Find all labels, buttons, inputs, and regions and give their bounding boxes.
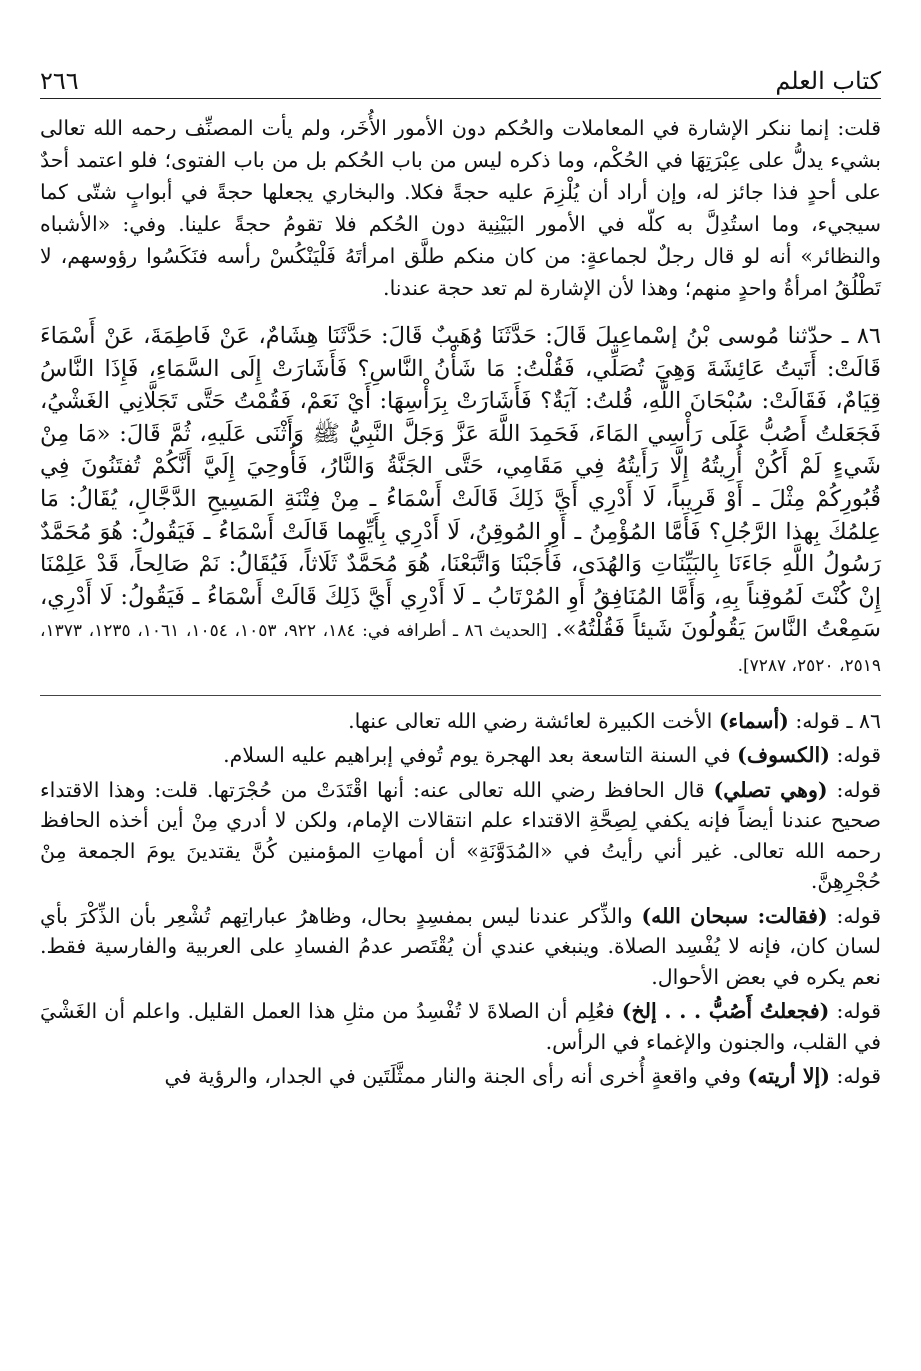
note-term: (فجعلتُ أَصُبُّ . . . إلخ) <box>621 999 830 1024</box>
hadith-paragraph <box>40 320 881 683</box>
hadith-reference: [الحديث ٨٦ ـ أطرافه في: ١٨٤، ٩٢٢، ١٠٥٣، ١٠٥٤، ١٠٦١، ١٢٣٥، ١٣٧٣، ٢٥١٩، ٢٥٢٠، ٧٢٨٧]. <box>40 621 881 676</box>
note-term: (وهي تصلي) <box>713 777 828 802</box>
note-prefix: قوله: <box>829 743 881 768</box>
note-term: (إلا أريته) <box>747 1064 830 1089</box>
note-paragraph <box>40 901 881 993</box>
page-body <box>40 112 881 1092</box>
note-prefix: قوله: <box>829 999 881 1024</box>
note-prefix: قوله: <box>829 1064 881 1089</box>
divider <box>40 695 881 696</box>
page-header <box>40 64 881 99</box>
note-text: والذِّكر عندنا ليس بمفسِدٍ بحال، وظاهرُ عباراتِهم تُشْعِر بأن الذِّكْرَ بأي لسان كان، فإنه لا يُفْسِد الصلاة. وينبغي عندي أن يُقْتَصر عدمُ الفسادِ على العربية والفارسية فقط. نعم يكره في بعض الأحوال. <box>40 903 881 989</box>
note-term: (فقالت: سبحان الله) <box>641 903 828 928</box>
note-prefix: قوله: <box>827 903 881 928</box>
note-text: فعُلِم أن الصلاةَ لا تُفْسِدُ من مثلِ هذا العمل القليل. واعلم أن الغَشْيَ في القلب، والجنون والإغماء في الرأس. <box>40 999 881 1054</box>
note-term: (الكسوف) <box>737 743 830 768</box>
note-prefix: قوله: <box>827 777 881 802</box>
note-text: قال الحافظ رضي الله تعالى عنه: أنها اقْتَدَتْ من حُجْرَتها. قلت: وهذا الاقتداء صحيح عندنا أيضاً فإنه يكفي لِصِحَّةِ الاقتداء علم انتقالات الإمام، ولكن لا أدري مِنْ أين أخذه الحافظ رحمه الله تعالى. غير أني رأيتُ في «المُدَوَّنَةِ» أن أمهاتِ المؤمنين كُنَّ يقتدينَ يومَ الجمعة مِنْ حُجْرِهِنَّ. <box>40 777 881 894</box>
note-paragraph <box>40 706 881 737</box>
note-paragraph <box>40 996 881 1057</box>
page-number: ٢٦٦ <box>40 67 79 95</box>
intro-paragraph: قلت: إنما ننكر الإشارة في المعاملات والحُكم دون الأمور الأُخَر، ولم يأت المصنِّف رحمه الله تعالى بشيء يدلُّ على عِبْرَتِهَا في الحُكْم، وما ذكره ليس من باب الحُكم بل من باب الفتوى؛ فلو اعتمد أحدٌ على أحدٍ فذا جائز له، وإن أراد أن يُلْزِمَ عليه حجةً فكلا. والبخاري يجعلها حجةً في أبوابٍ شتّى كما سيجيء، وما استُدِلَّ به كلّه في الأمور البَيْنِية دون الحُكم فلا تقومُ حجةً علينا. وفي: «الأشباه والنظائر» أنه لو قال رجلٌ لجماعةٍ: من كان منكم طلَّق امرأتَهُ فَلْيَنْكُسْ رأسه فنَكَسُوا رؤوسهم، لا تَطْلُقُ امرأةُ واحدٍ منهم؛ وهذا لأن الإشارة لم تعد حجة عندنا. <box>40 116 881 300</box>
note-prefix: ٨٦ ـ قوله: <box>788 708 881 733</box>
note-paragraph <box>40 775 881 897</box>
note-term: (أسماء) <box>718 708 789 733</box>
note-paragraph <box>40 1061 881 1092</box>
note-paragraph <box>40 740 881 771</box>
note-text: الأخت الكبيرة لعائشة رضي الله تعالى عنها. <box>348 708 719 733</box>
hadith-text: ٨٦ ـ حدّثنا مُوسى بْنُ إسْماعِيلَ قَالَ: حَدَّثَنَا وُهَيبٌ قَالَ: حَدَّثَنَا هِشَامٌ، عَنْ فَاطِمَةَ، عَنْ أَسْمَاءَ قَالَتْ: أَتَيتُ عَائِشَةَ وَهِيَ تُصَلِّي، فَقُلْتُ: مَا شَأْنُ النَّاسِ؟ فَأَشَارَتْ إِلَى السَّمَاءِ، فَإِذَا النَّاسُ قِيَامٌ، فَقَالَتْ: سُبْحَانَ اللَّهِ، قُلتُ: آيَةٌ؟ فَأَشَارَتْ بِرَأْسِهَا: أَيْ نَعَمْ، فَقُمْتُ حَتَّى تَجَلَّانِي الغَشْيُ، فَجَعَلتُ أَصُبُّ عَلَى رَأْسِي المَاءَ، فَحَمِدَ اللَّهَ عَزَّ وَجَلَّ النَّبِيُّ ﷺ وَأَثْنَى عَلَيهِ، ثُمَّ قَالَ: «مَا مِنْ شَيءٍ لَمْ أَكُنْ أُرِيتُهُ إِلَّا رَأَيتُهُ فِي مَقَامِي، حَتَّى الجَنَّةُ وَالنَّارُ، فَأُوحِيَ إِلَيَّ أَنَّكُمْ تُفتَنُونَ فِي قُبُورِكُمْ مِثْلَ ـ أَوْ قَرِيباً، لَا أَدْرِي أَيَّ ذَلِكَ قَالَتْ أَسْمَاءُ ـ مِنْ فِتْنَةِ المَسِيحِ الدَّجَّالِ، يُقَالُ: مَا عِلمُكَ بِهذا الرَّجُلِ؟ فَأَمَّا المُؤْمِنُ ـ أَوِ المُوقِنُ، لَا أَدْرِي بِأَيِّهِما قَالَتْ أَسْمَاءُ ـ فَيَقُولُ: هُوَ مُحَمَّدٌ رَسُولُ اللَّهِ جَاءَنَا بِالبَيِّنَاتِ وَالهُدَى، فَأَجَبْنَا وَاتَّبَعْنَا، هُوَ مُحَمَّدٌ ثَلَاثاً، فَيُقَالُ: نَمْ صَالِحاً، قَدْ عَلِمْنَا إِنْ كُنْتَ لَمُوقِناً بِهِ، وَأَمَّا المُنَافِقُ أَوِ المُرْتَابُ ـ لَا أَدْرِي أَيَّ ذَلِكَ قَالَتْ أَسْمَاءُ ـ فَيَقُولُ: لَا أَدْرِي، سَمِعْتُ النَّاسَ يَقُولُونَ شَيئاً فَقُلْتُهُ». <box>40 323 882 643</box>
note-text: وفي واقعةٍ أُخرى أنه رأى الجنة والنار ممثَّلَتَين في الجدار، والرؤية في <box>164 1064 748 1089</box>
note-text: في السنة التاسعة بعد الهجرة يوم تُوفي إبراهيم عليه السلام. <box>223 743 738 768</box>
book-title: كتاب العلم <box>775 67 881 95</box>
